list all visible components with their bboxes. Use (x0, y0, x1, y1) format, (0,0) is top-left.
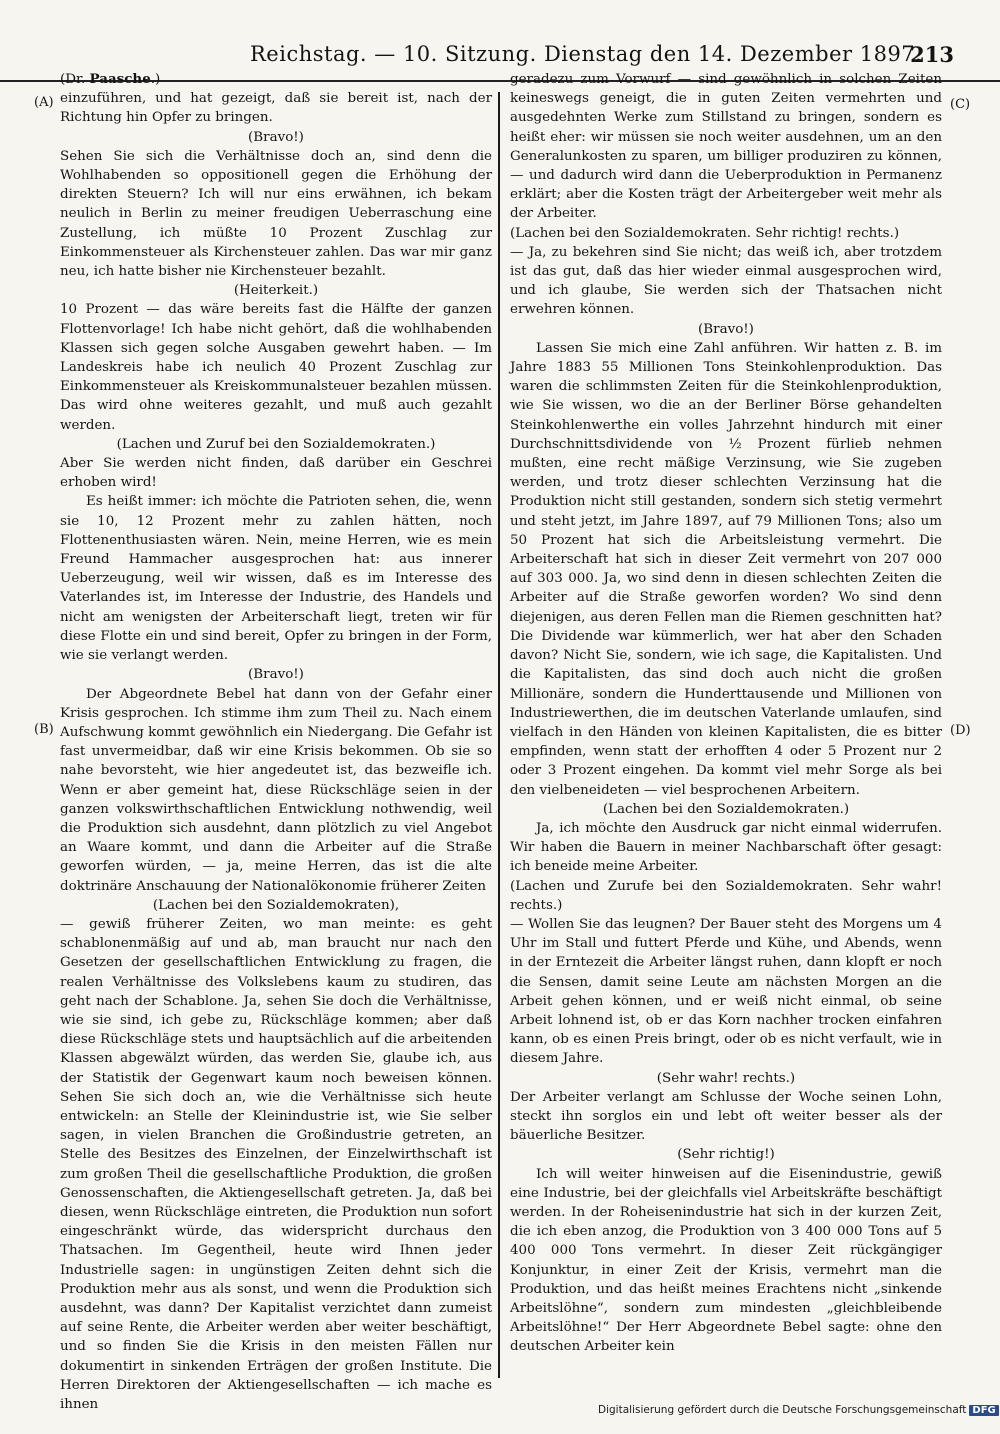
interjection: (Lachen und Zuruf bei den Sozialdemokraten.) (116, 436, 436, 452)
paragraph: — gewiß früherer Zeiten, wo man meinte: es geht schablonenmäßig auf und ab, man braucht nur nach den Gesetzen der gesellschaftlichen Entwicklung zu fragen, die realen Verhältnisse des Volkslebens kaum zu studiren, das geht nach der Schablone. Ja, sehen Sie doch die Verhältnisse, wie sie sind, ich gebe zu, Rückschläge kommen; aber daß diese Rückschläge stets und hauptsächlich auf die arbeitenden Klassen abgewälzt würden, das werden Sie, glaube ich, aus der Statistik der Gegenwart kaum noch beweisen können. Sehen Sie sich doch an, wie die Verhältnisse sich heute entwickeln: an Stelle der Kleinindustrie ist, wie Sie selber sagen, in vielen Branchen die Großindustrie getreten, an Stelle des Besitzes des Einzelnen, der Einzelwirthschaft ist zum großen Theil die gesellschaftliche Produktion, die großen Genossenschaften, die Aktiengesellschaft getreten. Ja, daß bei diesen, wenn Rückschläge eintreten, die Produktion nun sofort eingeschränkt würde, das widerspricht durchaus den Thatsachen. Im Gegentheil, heute wird Ihnen jeder Industrielle sagen: in ungünstigen Zeiten dehnt sich die Produktion mehr aus als sonst, und wenn die Produktion sich ausdehnt, was dann? Der Kapitalist verzichtet dann zumeist auf seine Rente, die Arbeiter werden aber weiter beschäftigt, und so finden Sie die Krisis in den meisten Fällen nur dokumentirt in sinkenden Erträgen der großen Institute. Die Herren Direktoren der Aktiengesellschaften — ich mache es ihnen (60, 916, 492, 1413)
speaker-prefix: (Dr. (60, 72, 90, 87)
interjection: (Bravo!) (248, 667, 304, 683)
interjection: (Sehr richtig!) (677, 1147, 775, 1163)
paragraph: Aber Sie werden nicht finden, daß darüber ein Geschrei erhoben wird! (60, 456, 492, 491)
paragraph: geradezu zum Vorwurf — sind gewöhnlich in solchen Zeiten keineswegs geneigt, die in guten Zeiten vermehrten und ausgedehnten Werke zum Stillstand zu bringen, sondern es heißt eher: wir müssen sie noch weiter ausdehnen, um an den Generalunkosten zu sparen, um billiger produziren zu können, — und dadurch wird dann die Ueberproduktion in Permanenz erklärt; aber die Kosten trägt der Arbeitergeber weit mehr als der Arbeiter. (510, 72, 942, 222)
paragraph: — Wollen Sie das leugnen? Der Bauer steht des Morgens um 4 Uhr im Stall und futtert Pferde und Kühe, und Abends, wenn in der Erntezeit die Arbeiter längst ruhen, dann klopft er noch die Sensen, damit seine Leute am nächsten Morgen an die Arbeit gehen können, und er weiß nicht einmal, ob seine Arbeit lohnend ist, ob er das Korn nachher trocken einfahren kann, ob es einen Preis bringt, oder ob es nicht verfault, wie in diesem Jahre. (510, 916, 942, 1067)
paragraph: 10 Prozent — das wäre bereits fast die Hälfte der ganzen Flottenvorlage! Ich habe nicht gehört, daß die wohlhabenden Klassen sich gegen solche Ausgaben gewehrt haben. — Im Landeskreis habe ich neulich 40 Prozent Zuschlag zur Einkommensteuer als Kreiskommunalsteuer bezahlen müssen. Das wird ohne weiteres gezahlt, und muß auch gezahlt werden. (60, 302, 492, 433)
interjection: (Bravo!) (698, 321, 754, 337)
paragraph: — Ja, zu bekehren sind Sie nicht; das weiß ich, aber trotzdem ist das gut, daß das hier wieder einmal ausgesprochen wird, und ich glaube, Sie werden sich der Thatsachen nicht erwehren können. (510, 244, 942, 318)
paragraph: Sehen Sie sich die Verhältnisse doch an, sind denn die Wohlhabenden so oppositionell gegen die Erhöhung der direkten Steuern? Ich will nur eins erwähnen, ich bekam neulich in Berlin zu meiner freudigen Ueberraschung eine Zustellung, ich müßte 10 Prozent Zuschlag zur Einkommensteuer als Kirchensteuer zahlen. Das war mir ganz neu, ich hatte bisher nie Kirchensteuer bezahlt. (60, 148, 492, 280)
speaker-label (60, 70, 492, 89)
right-column (510, 70, 942, 1357)
margin-marker-c: (C) (950, 97, 971, 112)
paragraph: Ja, ich möchte den Ausdruck gar nicht einmal widerrufen. Wir haben die Bauern in meiner Nachbarschaft öfter gesagt: ich beneide meine Arbeiter. (510, 820, 942, 875)
paragraph: (Lachen bei den Sozialdemokraten. Sehr richtig! rechts.) (510, 225, 900, 241)
footer-credit (598, 1404, 999, 1416)
page-number: 213 (910, 42, 954, 67)
paragraph: einzuführen, und hat gezeigt, daß sie bereit ist, nach der Richtung hin Opfer zu bringen. (60, 91, 492, 126)
running-title: Reichstag. — 10. Sitzung. Dienstag den 14. Dezember 1897. (250, 42, 923, 66)
left-column (60, 70, 492, 1414)
right-paragraphs (510, 70, 942, 1357)
speaker-suffix: .) (150, 72, 161, 87)
margin-marker-d: (D) (950, 723, 971, 738)
interjection: (Sehr wahr! rechts.) (656, 1070, 796, 1086)
speaker-name: Paasche (89, 71, 151, 87)
paragraph: Der Arbeiter verlangt am Schlusse der Woche seinen Lohn, steckt ihn sorglos ein und lebt oft weiter besser als der bäuerliche Besitzer. (510, 1089, 942, 1144)
interjection: (Bravo!) (248, 129, 304, 145)
left-paragraphs (60, 89, 492, 1414)
interjection: (Lachen bei den Sozialdemokraten.) (602, 801, 850, 817)
footer-text: Digitalisierung gefördert durch die Deutsche Forschungsgemeinschaft (598, 1404, 967, 1416)
interjection: (Heiterkeit.) (233, 283, 319, 299)
margin-marker-a: (A) (34, 95, 54, 110)
paragraph: Lassen Sie mich eine Zahl anführen. Wir hatten z. B. im Jahre 1883 55 Millionen Tons Steinkohlenproduktion. Das waren die schlimmsten Zeiten für die Steinkohlenproduktion, wie Sie wissen, wo die an der Berliner Börse gehandelten Steinkohlenwerthe ein volles Jahrzehnt hindurch mit einer Durchschnittsdividende von ½ Prozent fürlieb nehmen mußten, eine recht mäßige Verzinsung, wie Sie zugeben werden, und trotz dieser schlechten Verzinsung hat die Produktion nicht still gestanden, sondern sich stetig vermehrt und steht jetzt, im Jahre 1897, auf 79 Millionen Tons; also um 50 Prozent hat sich die Arbeitsleistung vermehrt. Die Arbeiterschaft hat sich in dieser Zeit vermehrt von 207 000 auf 303 000. Ja, wo sind denn in diesen schlechten Zeiten die Arbeiter auf die Straße geworfen worden? Wo sind denn diejenigen, aus deren Fellen man die Riemen geschnitten hat? Die Dividende war kümmerlich, wer hat aber den Schaden davon? Nicht Sie, sondern, wie ich sage, die Kapitalisten. Und die Kapitalisten, das sind doch auch nicht die großen Millionäre, sondern die Hunderttausende und Millionen von Industriewerthen, die im deutschen Vaterlande umlaufen, sind vielfach in den Händen von kleinen Kapitalisten, die es bitter empfinden, wenn statt der erhofften 4 oder 5 Prozent nur 2 oder 3 Prozent eingehen. Da kommt viel mehr Sorge als bei den vielbeneideten — viel besprochenen Arbeitern. (510, 340, 942, 798)
dfg-logo: DFG (969, 1405, 998, 1416)
paragraph: Der Abgeordnete Bebel hat dann von der Gefahr einer Krisis gesprochen. Ich stimme ihm zum Theil zu. Nach einem Aufschwung kommt gewöhnlich ein Niedergang. Die Gefahr ist fast unvermeidbar, daß wir eine Krisis bekommen. Ob sie so nahe bevorsteht, wie hier angedeutet ist, das bezweifle ich. Wenn er aber gemeint hat, diese Rückschläge seien in der ganzen volkswirthschaftlichen Entwicklung nothwendig, weil die Produktion sich ausdehnt, dann plötzlich zu viel Angebot an Waare kommt, und dann die Arbeiter auf die Straße geworfen würden, — ja, meine Herren, das ist die alte doktrinäre Anschauung der Nationalökonomie früherer Zeiten (60, 686, 492, 894)
paragraph: Es heißt immer: ich möchte die Patrioten sehen, die, wenn sie 10, 12 Prozent mehr zu zahlen hätten, noch Flottenenthusiasten wären. Nein, meine Herren, wie es mein Freund Hammacher ausgesprochen hat: aus innerer Ueberzeugung, weil wir wissen, daß es im Interesse des Vaterlandes ist, im Interesse der Industrie, des Handels und nicht am wenigsten der Arbeiterschaft liegt, treten wir für diese Flotte ein und sind bereit, Opfer zu bringen in der Form, wie sie verlangt werden. (60, 494, 492, 664)
column-divider (498, 92, 500, 1378)
interjection: (Lachen bei den Sozialdemokraten), (152, 897, 400, 913)
paragraph: Ich will weiter hinweisen auf die Eisenindustrie, gewiß eine Industrie, bei der gleichfalls viel Arbeitskräfte beschäftigt werden. In der Roheisenindustrie hat sich in der kurzen Zeit, die ich eben anzog, die Produktion von 3 400 000 Tons auf 5 400 000 Tons vermehrt. In dieser Zeit rückgängiger Konjunktur, in einer Zeit der Krisis, vermehrt man die Produktion, und das heißt meines Erachtens nicht „sinkende Arbeitslöhne“, sondern zum mindesten „gleichbleibende Arbeitslöhne!“ Der Herr Abgeordnete Bebel sagte: ohne den deutschen Arbeiter kein (510, 1166, 942, 1355)
margin-marker-b: (B) (34, 722, 54, 737)
paragraph: (Lachen und Zurufe bei den Sozialdemokraten. Sehr wahr! rechts.) (510, 878, 942, 913)
